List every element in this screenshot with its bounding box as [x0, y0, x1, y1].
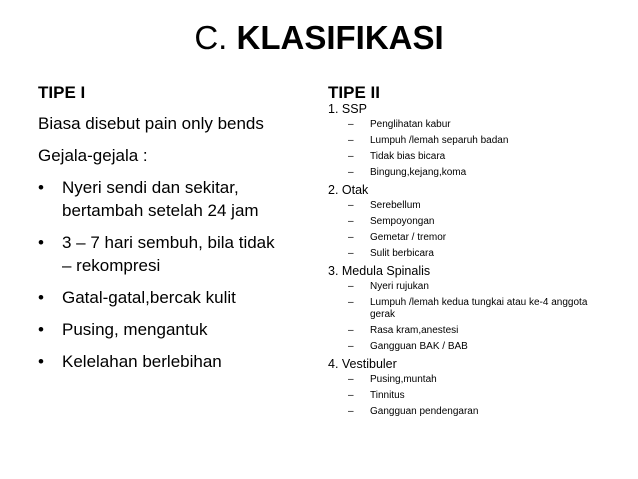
dash-icon: –: [348, 200, 354, 211]
dash-icon: –: [348, 281, 354, 292]
page-title: [0, 18, 638, 58]
section-item-text: Gangguan pendengaran: [370, 406, 479, 417]
section-item-text: Gemetar / tremor: [370, 232, 447, 243]
section-item-text: Tinnitus: [370, 390, 405, 401]
section-item: [328, 232, 595, 244]
dash-icon: –: [348, 297, 354, 308]
dash-icon: –: [348, 341, 354, 352]
section-item-list: [328, 119, 618, 179]
section-item-list: [328, 374, 618, 418]
section-title: 3. Medula Spinalis: [328, 264, 431, 278]
title-prefix: C.: [194, 19, 237, 56]
section-item: [328, 200, 595, 212]
dash-icon: –: [348, 374, 354, 385]
dash-icon: –: [348, 406, 354, 417]
tipe-1-bullet-item: [38, 350, 280, 373]
bullet-icon: •: [38, 178, 44, 197]
tipe-1-bullet-list: [38, 176, 280, 373]
bullet-text-line: Kelelahan berlebihan: [62, 352, 222, 371]
bullet-icon: •: [38, 233, 44, 252]
section-item-text: Tidak bias bicara: [370, 151, 446, 162]
section-item: [328, 119, 595, 131]
section-item-text: Penglihatan kabur: [370, 119, 451, 130]
section-item-list: [328, 200, 618, 260]
tipe-1-bullet-item: [38, 231, 280, 277]
bullet-text-line: Pusing, mengantuk: [62, 320, 208, 339]
section-item: [328, 325, 595, 337]
bullet-text-line: Gatal-gatal,bercak kulit: [62, 288, 236, 307]
dash-icon: –: [348, 151, 354, 162]
title-bold: KLASIFIKASI: [236, 19, 444, 56]
section-item: [328, 248, 595, 260]
section-item: [328, 135, 595, 147]
section-item-text: Lumpuh /lemah separuh badan: [370, 135, 509, 146]
section-item-text: Bingung,kejang,koma: [370, 167, 467, 178]
intro-line: Biasa disebut pain only bends: [38, 114, 264, 133]
section-item-text: Nyeri rujukan: [370, 281, 429, 292]
section-item: [328, 341, 595, 353]
section-item: [328, 390, 595, 402]
section-title: 1. SSP: [328, 102, 367, 116]
section-item-text: Sulit berbicara: [370, 248, 434, 259]
bullet-icon: •: [38, 352, 44, 371]
symptoms-label: Gejala-gejala :: [38, 146, 148, 165]
bullet-text-line: bertambah setelah 24 jam: [62, 201, 259, 220]
bullet-text-line: – rekompresi: [62, 256, 161, 275]
section-item-text: Rasa kram,anestesi: [370, 325, 459, 336]
section-item-text: Gangguan BAK / BAB: [370, 341, 468, 352]
section-item: [328, 374, 595, 386]
section-item-list: [328, 281, 618, 353]
dash-icon: –: [348, 216, 354, 227]
bullet-text-line: 3 – 7 hari sembuh, bila tidak: [62, 233, 275, 252]
section-item-text: Sempoyongan: [370, 216, 435, 227]
section-item: [328, 406, 595, 418]
section-item-text: Serebellum: [370, 200, 421, 211]
dash-icon: –: [348, 248, 354, 259]
dash-icon: –: [348, 167, 354, 178]
bullet-text-line: Nyeri sendi dan sekitar,: [62, 178, 239, 197]
dash-icon: –: [348, 232, 354, 243]
tipe-1-column: [38, 112, 280, 382]
section-item: [328, 297, 595, 321]
tipe-1-bullet-item: [38, 176, 280, 222]
tipe-1-bullet-item: [38, 318, 280, 341]
section-item: [328, 167, 595, 179]
bullet-icon: •: [38, 288, 44, 307]
dash-icon: –: [348, 135, 354, 146]
section-title: 2. Otak: [328, 183, 369, 197]
section-item: [328, 151, 595, 163]
section-item-text: Pusing,muntah: [370, 374, 437, 385]
section-item: [328, 216, 595, 228]
tipe-1-bullet-item: [38, 286, 280, 309]
tipe-2-column: [328, 102, 618, 422]
tipe-2-heading: TIPE II: [328, 83, 380, 102]
section-title: 4. Vestibuler: [328, 357, 397, 371]
dash-icon: –: [348, 390, 354, 401]
section-item-text: Lumpuh /lemah kedua tungkai atau ke-4 anggota gerak: [370, 297, 588, 320]
tipe-1-heading: TIPE I: [38, 83, 86, 102]
dash-icon: –: [348, 325, 354, 336]
section-item: [328, 281, 595, 293]
dash-icon: –: [348, 119, 354, 130]
bullet-icon: •: [38, 320, 44, 339]
